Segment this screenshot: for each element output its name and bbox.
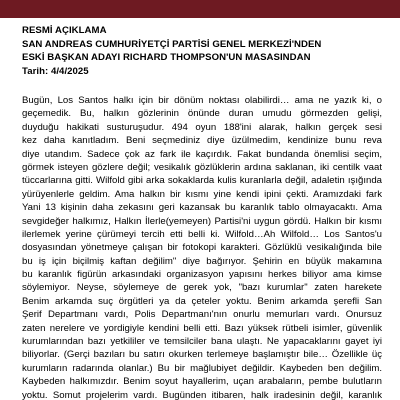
body-line: diye utandım. Sadece çok az fark ile kaçırdık. Fakat bundanda önemlisi seçim,	[22, 148, 382, 160]
body-line: Benim arkamda suç örgütleri ya da çeteler yoktu. Benim arkamda şerefli San	[22, 295, 382, 307]
statement-title: RESMİ AÇIKLAMA	[22, 25, 107, 36]
body-line: ilerlemek yerine çürümeyi tercih etti belli ki. Wilfold…Ah Wilfold… Los Santos'u	[22, 228, 382, 240]
body-line: görmek isteyen gözlere değil; vesikalık gözlüklerin ardına saklanan, iki centilk vaat	[22, 161, 382, 173]
body-line: kez daha kanıtladım. Beni seçmediniz diye üzülmedim, kendinize bunu reva	[22, 135, 382, 147]
statement-page	[0, 18, 400, 400]
body-line: dosyasından yönetmeye çalışan bir fotokopi karakteri. Gözlüklü vesikalığında bile	[22, 242, 382, 254]
body-line: Yani 13 kişinin daha zekasını geri kazansak bu karanlık tablo olmayacaktı. Ama	[22, 202, 382, 214]
statement-body	[22, 94, 382, 400]
statement-date: Tarih: 4/4/2025	[22, 65, 89, 77]
body-line: biliyorlar. (Gerçi bazıları bu satırı okurken terlemeye başlamıştır bile… Özellikle üç	[22, 349, 382, 361]
body-line: kurumların radarında olanlar.) Bu bir mağlubiyet değildir. Kaybeden ben değilim.	[22, 362, 382, 374]
statement-desk: ESKİ BAŞKAN ADAYI RICHARD THOMPSON'UN MASASINDAN	[22, 52, 311, 64]
body-line: duyduğu hakikati susturuşudur. 494 oyun 188'ini alarak, halkın gerçek sesi	[22, 121, 382, 133]
body-line: bu iş için biçilmiş kaftan değilim" diye bağırıyor. Şehirin en büyük makamına	[22, 255, 382, 267]
body-line: söylemiyor. Neyse, söylemeye de gerek yok, "bazı kurumlar" zaten harekete	[22, 282, 382, 294]
statement-header	[22, 24, 382, 78]
body-line: zaten nerelere ve yordigiyle kendini belli etti. Bazı yüksek rütbeli isimler, güvenlik	[22, 322, 382, 334]
body-line: Şerif Departmanı vardı, Polis Departmanı'nın onurlu memurları vardı. Onursuz	[22, 309, 382, 321]
body-line: sevgideğer halkımız, Halkın İlerle(yemeyen) Partisi'ni uygun gördü. Halkın bir kısmı	[22, 215, 382, 227]
top-accent-bar	[0, 0, 400, 18]
body-line: yoktu. Somut projelerim vardı. Bugünden itibaren, halk iradesinin değil, karanlık	[22, 389, 382, 400]
body-line: Bugün, Los Santos halkı için bir dönüm noktası olabilirdi… ama ne yazık ki, o	[22, 95, 382, 106]
statement-organization: SAN ANDREAS CUMHURİYETÇİ PARTİSİ GENEL MERKEZİ'NDEN	[22, 38, 322, 50]
body-line: kurumlarından bazı yetkililer ve temsilciler bana ulaştı. Ne yapacaklarını gayet iyi	[22, 336, 382, 348]
body-line: Kaybeden halkımızdır. Benim soyut hayallerim, uçan arabaların, pembe bulutların	[22, 376, 382, 388]
body-line: bu karanlık figürün arkasındaki organizasyon yapısını herkes biliyor ama kimse	[22, 269, 382, 281]
body-line: tüccarlarına gitti. Wilfold gibi arka sokaklarda kulis kuranlarla değil, adaletin ışığında	[22, 175, 382, 187]
body-line: geçemedik. Bu, halkın gözlerinin önünde duran umudu görmezden gelişi,	[22, 108, 382, 120]
body-line: yürüyenlerle geldim. Ama halkın bir kısmı yine kendi ipini çekti. Aramızdaki fark	[22, 188, 382, 200]
